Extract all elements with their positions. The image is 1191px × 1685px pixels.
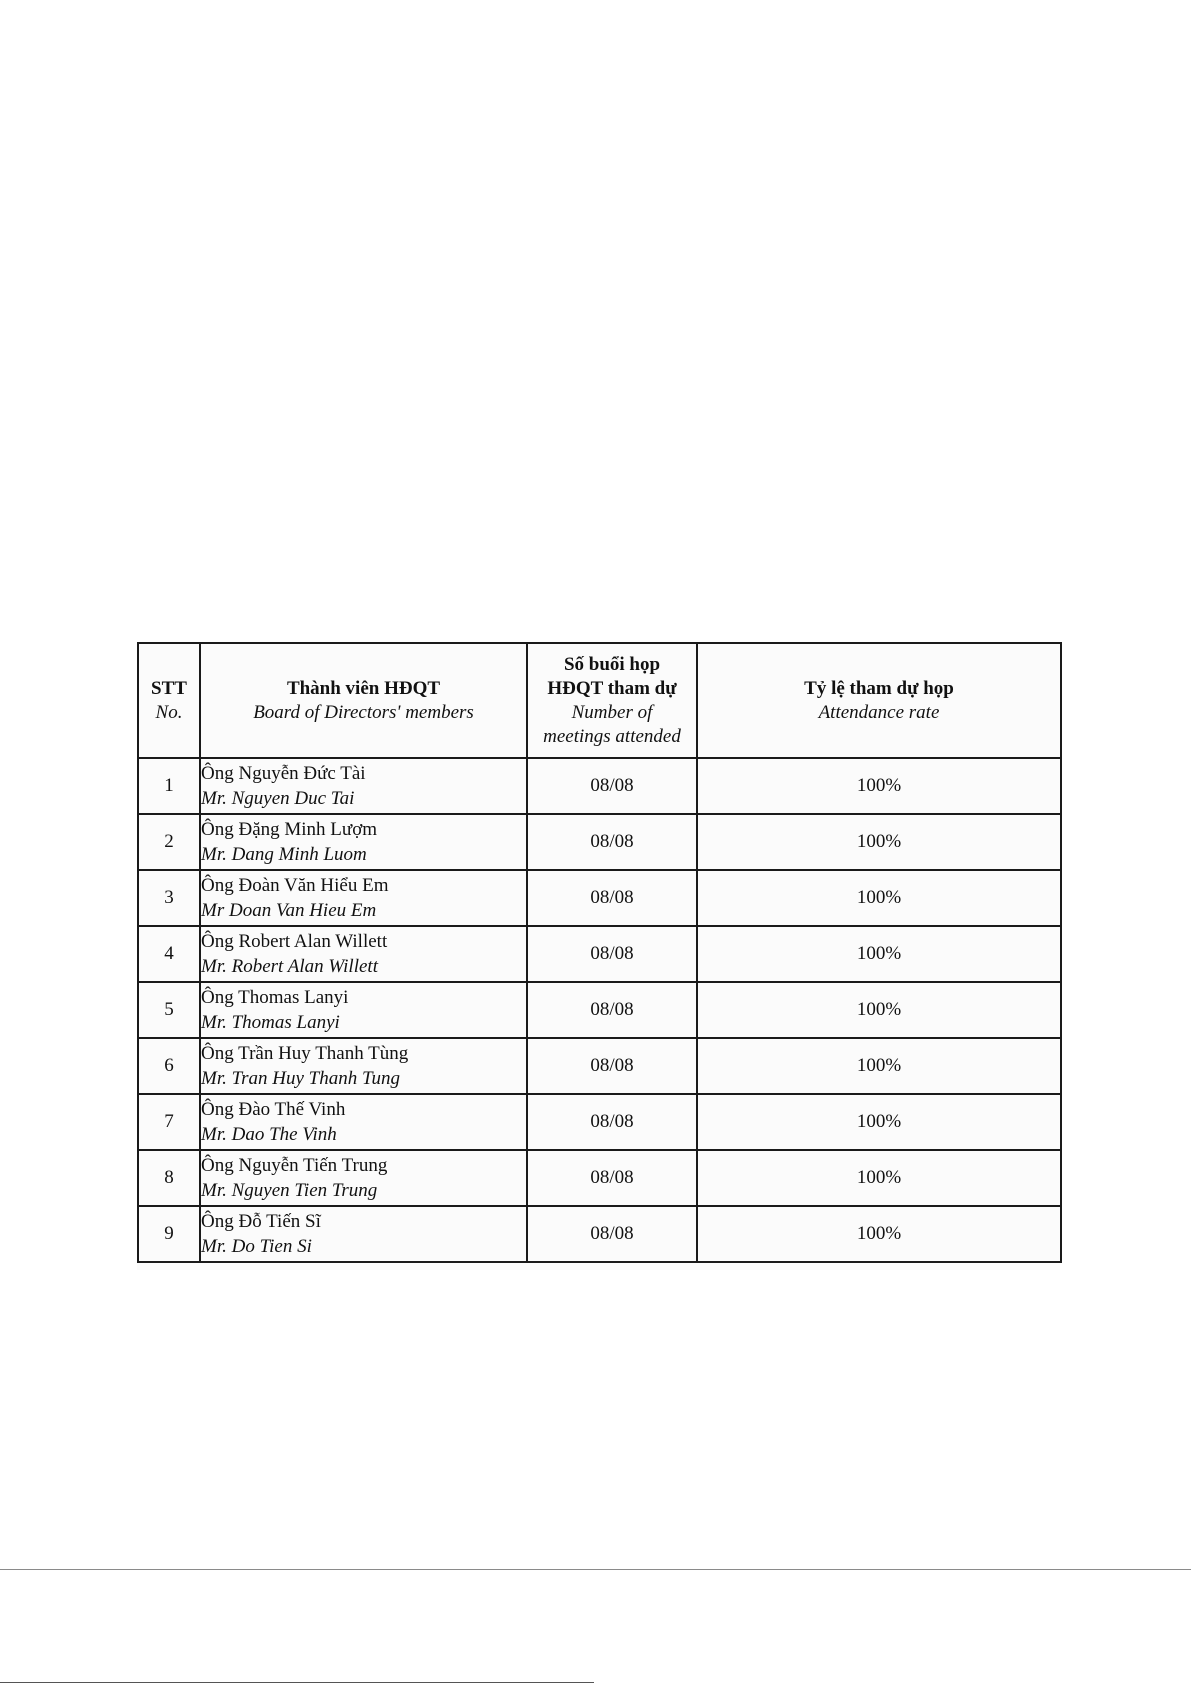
meetings-attended: 08/08 [527, 870, 697, 926]
attendance-rate: 100% [697, 926, 1061, 982]
table-row [138, 1094, 1061, 1150]
member-name-en: Mr. Tran Huy Thanh Tung [201, 1068, 401, 1089]
meetings-attended: 08/08 [527, 758, 697, 814]
table-row [138, 1206, 1061, 1262]
member-name [200, 870, 527, 926]
footer-divider [0, 1569, 1191, 1570]
table-row [138, 814, 1061, 870]
member-name-vi: Ông Đặng Minh Lượm [201, 819, 378, 840]
row-number: 4 [138, 926, 200, 982]
member-name-en: Mr. Dang Minh Luom [201, 844, 367, 865]
attendance-rate: 100% [697, 758, 1061, 814]
header-member: Thành viên HĐQT Board of Directors' members [200, 643, 527, 758]
member-name-vi: Ông Robert Alan Willett [201, 931, 388, 952]
row-number: 8 [138, 1150, 200, 1206]
member-name [200, 758, 527, 814]
member-name [200, 926, 527, 982]
member-name-vi: Ông Đoàn Văn Hiểu Em [201, 875, 389, 896]
table-row [138, 926, 1061, 982]
member-name [200, 982, 527, 1038]
footnote-divider [0, 1682, 594, 1683]
member-name [200, 1206, 527, 1262]
member-name-vi: Ông Đỗ Tiến Sĩ [201, 1211, 321, 1232]
member-name-en: Mr. Dao The Vinh [201, 1124, 337, 1145]
member-name-en: Mr. Robert Alan Willett [201, 956, 378, 977]
table-row [138, 870, 1061, 926]
attendance-rate: 100% [697, 1206, 1061, 1262]
attendance-rate: 100% [697, 982, 1061, 1038]
table-row [138, 758, 1061, 814]
row-number: 7 [138, 1094, 200, 1150]
row-number: 9 [138, 1206, 200, 1262]
meetings-attended: 08/08 [527, 1038, 697, 1094]
member-name-en: Mr. Nguyen Tien Trung [201, 1180, 378, 1201]
member-name [200, 814, 527, 870]
meetings-attended: 08/08 [527, 1150, 697, 1206]
member-name-en: Mr. Thomas Lanyi [201, 1012, 340, 1033]
member-name-en: Mr Doan Van Hieu Em [201, 900, 377, 921]
member-name-vi: Ông Nguyễn Đức Tài [201, 763, 366, 784]
meetings-attended: 08/08 [527, 1094, 697, 1150]
member-name-vi: Ông Đào Thế Vinh [201, 1099, 346, 1120]
header-rate: Tỷ lệ tham dự họp Attendance rate [697, 643, 1061, 758]
attendance-rate: 100% [697, 814, 1061, 870]
attendance-table-scan [137, 642, 1060, 1270]
attendance-rate: 100% [697, 1150, 1061, 1206]
member-name-vi: Ông Thomas Lanyi [201, 987, 349, 1008]
table-row [138, 982, 1061, 1038]
meetings-attended: 08/08 [527, 926, 697, 982]
row-number: 5 [138, 982, 200, 1038]
member-name [200, 1038, 527, 1094]
member-name-vi: Ông Trần Huy Thanh Tùng [201, 1043, 409, 1064]
row-number: 2 [138, 814, 200, 870]
row-number: 3 [138, 870, 200, 926]
member-name-en: Mr. Do Tien Si [201, 1236, 312, 1257]
header-meetings: Số buổi họp HĐQT tham dự Number of meetings attended [527, 643, 697, 758]
member-name-en: Mr. Nguyen Duc Tai [201, 788, 355, 809]
row-number: 1 [138, 758, 200, 814]
row-number: 6 [138, 1038, 200, 1094]
header-stt: STT No. [138, 643, 200, 758]
attendance-rate: 100% [697, 870, 1061, 926]
meetings-attended: 08/08 [527, 1206, 697, 1262]
member-name-vi: Ông Nguyễn Tiến Trung [201, 1155, 388, 1176]
table-row [138, 1038, 1061, 1094]
attendance-rate: 100% [697, 1038, 1061, 1094]
meetings-attended: 08/08 [527, 814, 697, 870]
meetings-attended: 08/08 [527, 982, 697, 1038]
attendance-table [137, 642, 1062, 1263]
table-header-row [138, 643, 1061, 758]
table-row [138, 1150, 1061, 1206]
attendance-rate: 100% [697, 1094, 1061, 1150]
member-name [200, 1150, 527, 1206]
member-name [200, 1094, 527, 1150]
